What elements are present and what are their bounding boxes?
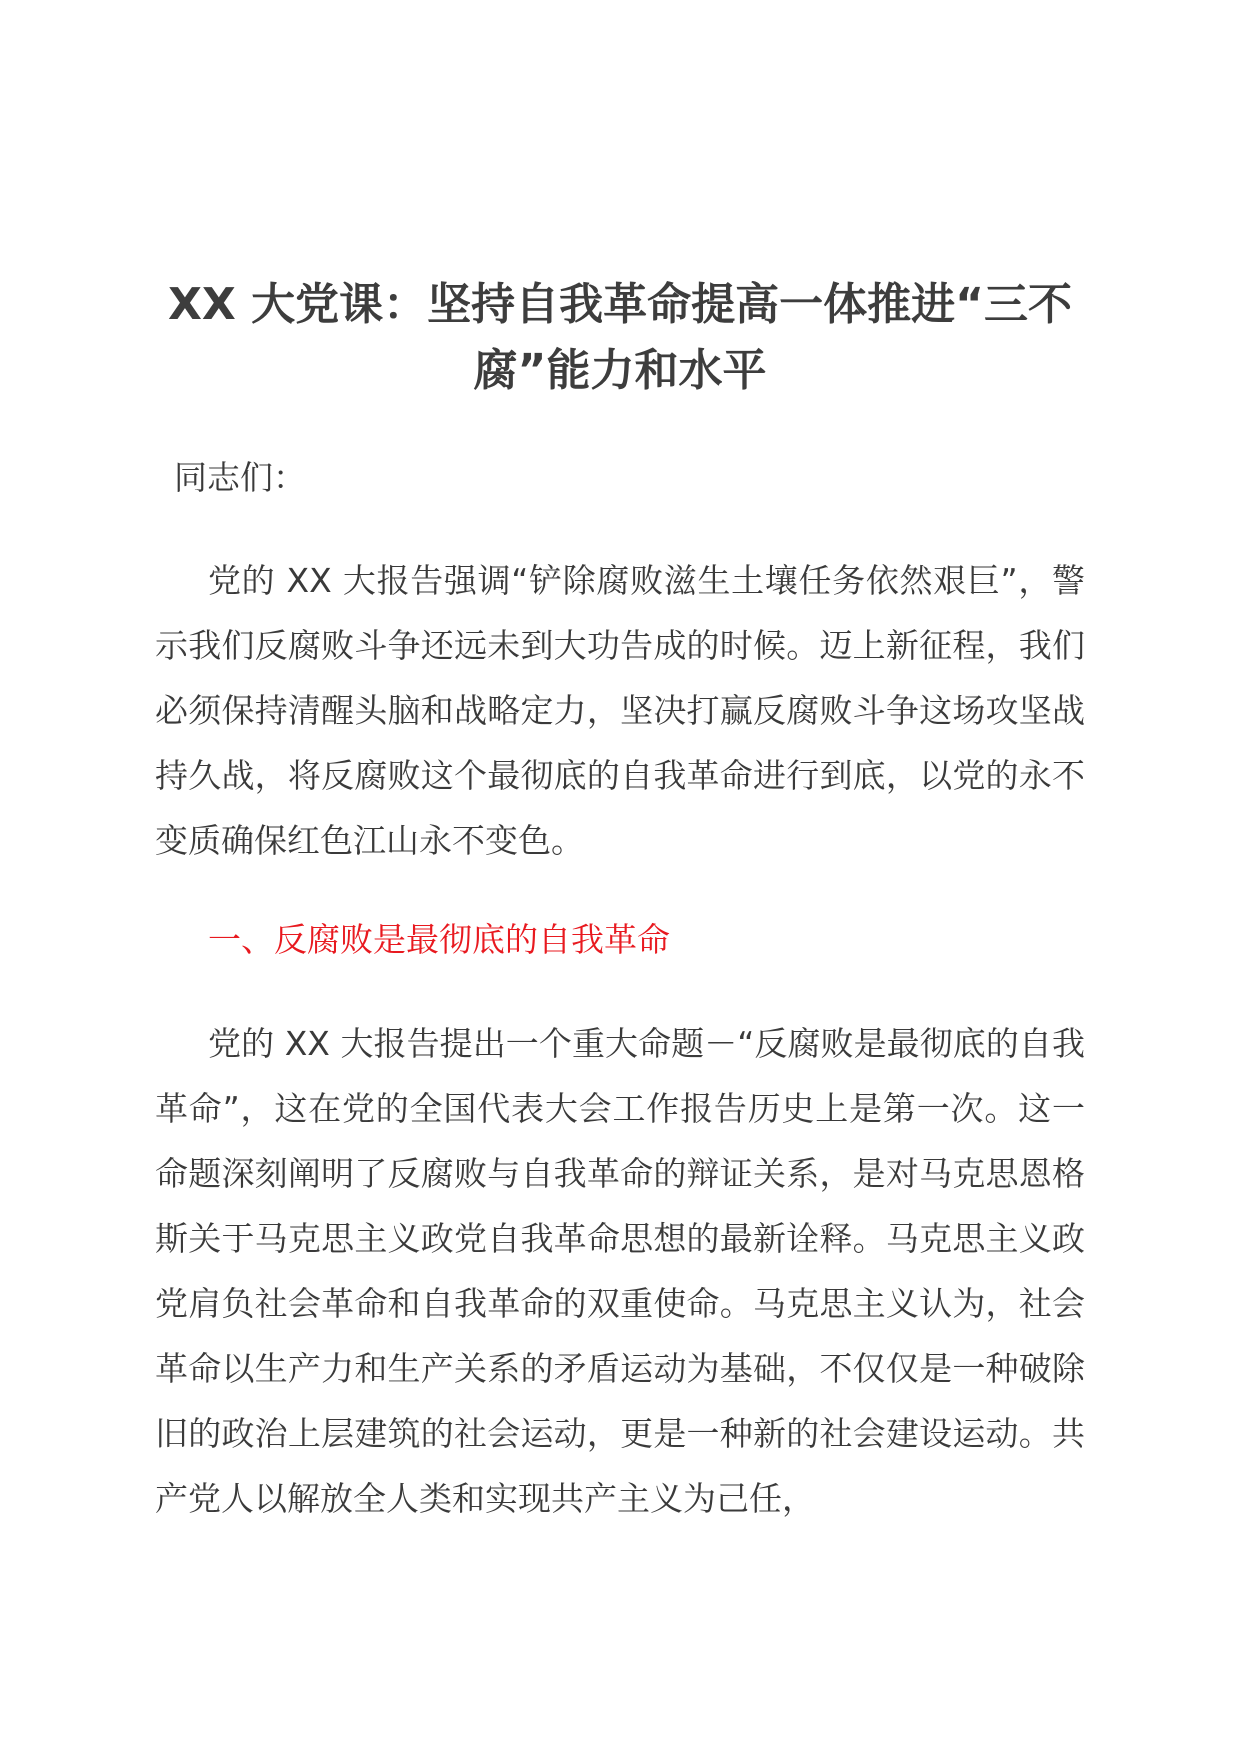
section-heading: 一、反腐败是最彻底的自我革命 (208, 920, 670, 959)
salutation: 同志们： (174, 458, 306, 497)
body-paragraph: 党的 XX 大报告提出一个重大命题－“反腐败是最彻底的自我革命”，这在党的全国代表大会工作报告历史上是第一次。这一命题深刻阐明了反腐败与自我革命的辩证关系，是对马克思恩格斯关于马克思主义政党自我革命思想的最新诠释。马克思主义政党肩负社会革命和自我革命的双重使命。马克思主义认为，社会革命以生产力和生产关系的矛盾运动为基础，不仅仅是一种破除旧的政治上层建筑的社会运动，更是一种新的社会建设运动。共产党人以解放全人类和实现共产主义为己任， (155, 1024, 1085, 1518)
body-paragraph: 党的 XX 大报告强调“铲除腐败滋生土壤任务依然艰巨”，警示我们反腐败斗争还远未到大功告成的时候。迈上新征程，我们必须保持清醒头脑和战略定力，坚决打赢反腐败斗争这场攻坚战持久战，将反腐败这个最彻底的自我革命进行到底，以党的永不变质确保红色江山永不变色。 (155, 561, 1085, 860)
document-title: XX 大党课：坚持自我革命提高一体推进“三不腐”能力和水平 (167, 279, 1073, 396)
